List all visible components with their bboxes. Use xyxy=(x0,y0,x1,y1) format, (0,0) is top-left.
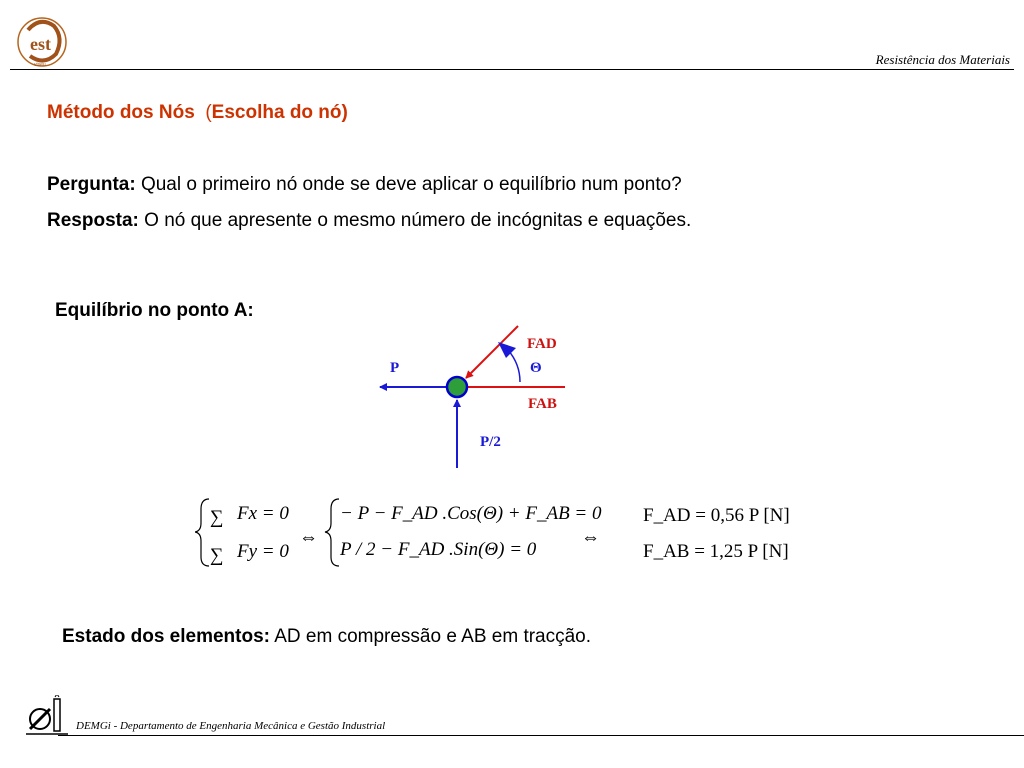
free-body-diagram xyxy=(370,320,600,475)
answer-text: O nó que apresente o mesmo número de incógnitas e equações. xyxy=(138,210,692,231)
sum-fx: Fx = 0 xyxy=(237,503,289,524)
system-brace xyxy=(325,499,339,566)
label-fad: FAD xyxy=(527,336,557,352)
svg-text:est: est xyxy=(30,34,51,54)
equation-block xyxy=(195,495,815,570)
state-label: Estado dos elementos: xyxy=(62,626,270,647)
left-brace xyxy=(195,499,209,566)
equivalence-symbol: ⇔ xyxy=(581,527,600,548)
question-text: Qual o primeiro nó onde se deve aplicar o equilíbrio num ponto? xyxy=(135,174,682,195)
title-main: Método dos Nós xyxy=(47,102,195,123)
state-text: AD em compressão e AB em tracção. xyxy=(270,626,592,647)
equilibrium-heading: Equilíbrio no ponto A: xyxy=(55,300,254,321)
title-subtitle: Escolha do nó) xyxy=(211,102,348,123)
element-state-line xyxy=(62,626,591,648)
equation-2: P / 2 − F_AD .Sin(Θ) = 0 xyxy=(340,539,537,560)
sum-fy: Fy = 0 xyxy=(237,541,289,562)
footer-divider xyxy=(58,735,1024,736)
answer-label: Resposta: xyxy=(47,210,139,231)
node-a xyxy=(447,377,467,397)
equivalence-symbol: ⇔ xyxy=(299,527,318,548)
equation-1: − P − F_AD .Cos(Θ) + F_AB = 0 xyxy=(340,503,602,524)
label-theta: Θ xyxy=(530,360,542,376)
theta-arc-arrowhead xyxy=(498,342,516,358)
slide-title xyxy=(47,102,348,124)
sigma-symbol: ∑ xyxy=(210,507,224,528)
result-fad: F_AD = 0,56 P [N] xyxy=(643,505,790,526)
demgi-logo xyxy=(26,695,68,735)
footer-department: DEMGi - Departamento de Engenharia Mecânica e Gestão Industrial xyxy=(76,720,386,732)
estv-logo xyxy=(10,8,70,70)
theta-angle-arc xyxy=(508,350,520,382)
label-fab: FAB xyxy=(528,396,557,412)
label-p2: P/2 xyxy=(480,434,501,450)
header-divider xyxy=(10,69,1014,70)
title-paren: ( xyxy=(205,102,212,123)
answer-line xyxy=(47,210,691,232)
result-fab: F_AB = 1,25 P [N] xyxy=(643,541,789,562)
sigma-symbol: ∑ xyxy=(210,545,224,566)
question-label: Pergunta: xyxy=(47,174,136,195)
svg-text:viseu: viseu xyxy=(34,62,46,68)
course-title: Resistência dos Materiais xyxy=(875,52,1010,67)
question-line xyxy=(47,174,682,196)
label-p: P xyxy=(390,360,400,376)
